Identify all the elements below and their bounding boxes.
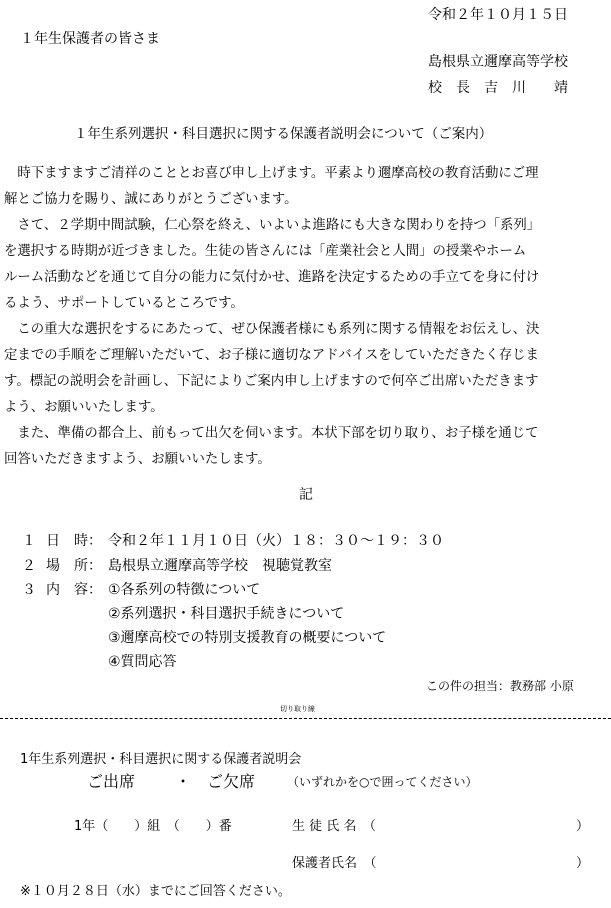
ki-heading: 記 <box>299 487 313 503</box>
text-line: を選択する時期が近づきました。生徒の皆さんには「産業社会と人間」の授業やホーム <box>4 244 527 259</box>
cut-line <box>0 718 611 719</box>
detail-value-datetime: 令和２年１１月１０日（火）１８：３０～１９：３０ <box>108 533 444 549</box>
text-line: ルーム活動などを通じて自分の能力に気付かせ、進路を決定するための手立てを身に付け <box>4 270 540 285</box>
school-name: 島根県立邇摩高等学校 <box>428 54 568 70</box>
text-line: よう、お願いいたします。 <box>4 400 164 415</box>
content-item: ④質問応答 <box>108 654 177 670</box>
paragraph-greeting <box>4 161 604 213</box>
paragraph-purpose <box>4 213 604 317</box>
guardian-name-field-close[interactable]: ） <box>576 856 590 871</box>
cut-line-label: 切り取り線 <box>280 705 315 713</box>
detail-label-content: 内 容： <box>46 582 102 598</box>
text-line: るよう、サポートしているところです。 <box>4 296 244 311</box>
circle-instruction: （いずれかを○で囲ってください） <box>287 775 478 789</box>
addressee: １年生保護者の皆さま <box>20 31 160 47</box>
paragraph-attendance <box>4 421 604 473</box>
detail-label-place: 場 所： <box>46 558 102 574</box>
contact-person: この件の担当：教務部 小原 <box>426 679 574 693</box>
absent-option[interactable]: ご欠席 <box>207 772 256 791</box>
detail-label-datetime: 日 時： <box>46 533 102 549</box>
detail-value-place: 島根県立邇摩高等学校 視聴覚教室 <box>108 558 332 574</box>
text-line: 解とご協力を賜り、誠にありがとうございます。 <box>4 192 298 207</box>
principal-name: 校 長 吉 川 靖 <box>428 80 568 96</box>
content-item: ③邇摩高校での特別支援教育の概要について <box>108 630 387 646</box>
text-line: 定までの手順をご理解いただいて、お子様に適切なアドバイスをしていただきたく存じま <box>4 348 539 363</box>
student-name-field-close[interactable]: ） <box>576 819 590 834</box>
text-line: また、準備の都合上、前もって出欠を伺います。本状下部を切り取り、お子様を通じて <box>4 426 539 441</box>
class-number-field[interactable]: 1年（ ）組 （ ）番 <box>74 819 232 834</box>
date: 令和２年１０月１５日 <box>428 7 568 23</box>
document-title: １年生系列選択・科目選択に関する保護者説明会について（ご案内） <box>74 126 493 142</box>
content-item: ①各系列の特徴について <box>108 582 261 598</box>
detail-number: １ <box>22 533 36 549</box>
attend-option[interactable]: ご出席 <box>87 772 136 791</box>
paragraph-request <box>4 317 604 421</box>
text-line: 回答いただきますよう、お願いいたします。 <box>4 452 271 467</box>
guardian-name-label: 保護者氏名 （ <box>292 856 377 871</box>
text-line: す。標記の説明会を計画し、下記によりご案内申し上げますので何卒ご出席いただきます <box>4 374 539 389</box>
option-separator: ・ <box>175 772 192 791</box>
text-line: 時下ますますご清祥のこととお喜び申し上げます。平素より邇摩高校の教育活動にご理 <box>4 166 539 181</box>
reply-title: 1年生系列選択・科目選択に関する保護者説明会 <box>20 752 302 767</box>
text-line: この重大な選択をするにあたって、ぜひ保護者様にも系列に関する情報をお伝えし、決 <box>4 322 540 337</box>
reply-deadline: ※１０月２８日（水）までにご回答ください。 <box>20 884 291 899</box>
content-item: ②系列選択・科目選択手続きについて <box>108 606 345 622</box>
text-line: さて、２学期中間試験，仁心祭を終え、いよいよ進路にも大きな関わりを持つ「系列」 <box>4 218 541 233</box>
detail-number: ２ <box>22 558 36 574</box>
student-name-label: 生 徒 氏 名 （ <box>292 819 376 834</box>
detail-number: ３ <box>22 582 36 598</box>
